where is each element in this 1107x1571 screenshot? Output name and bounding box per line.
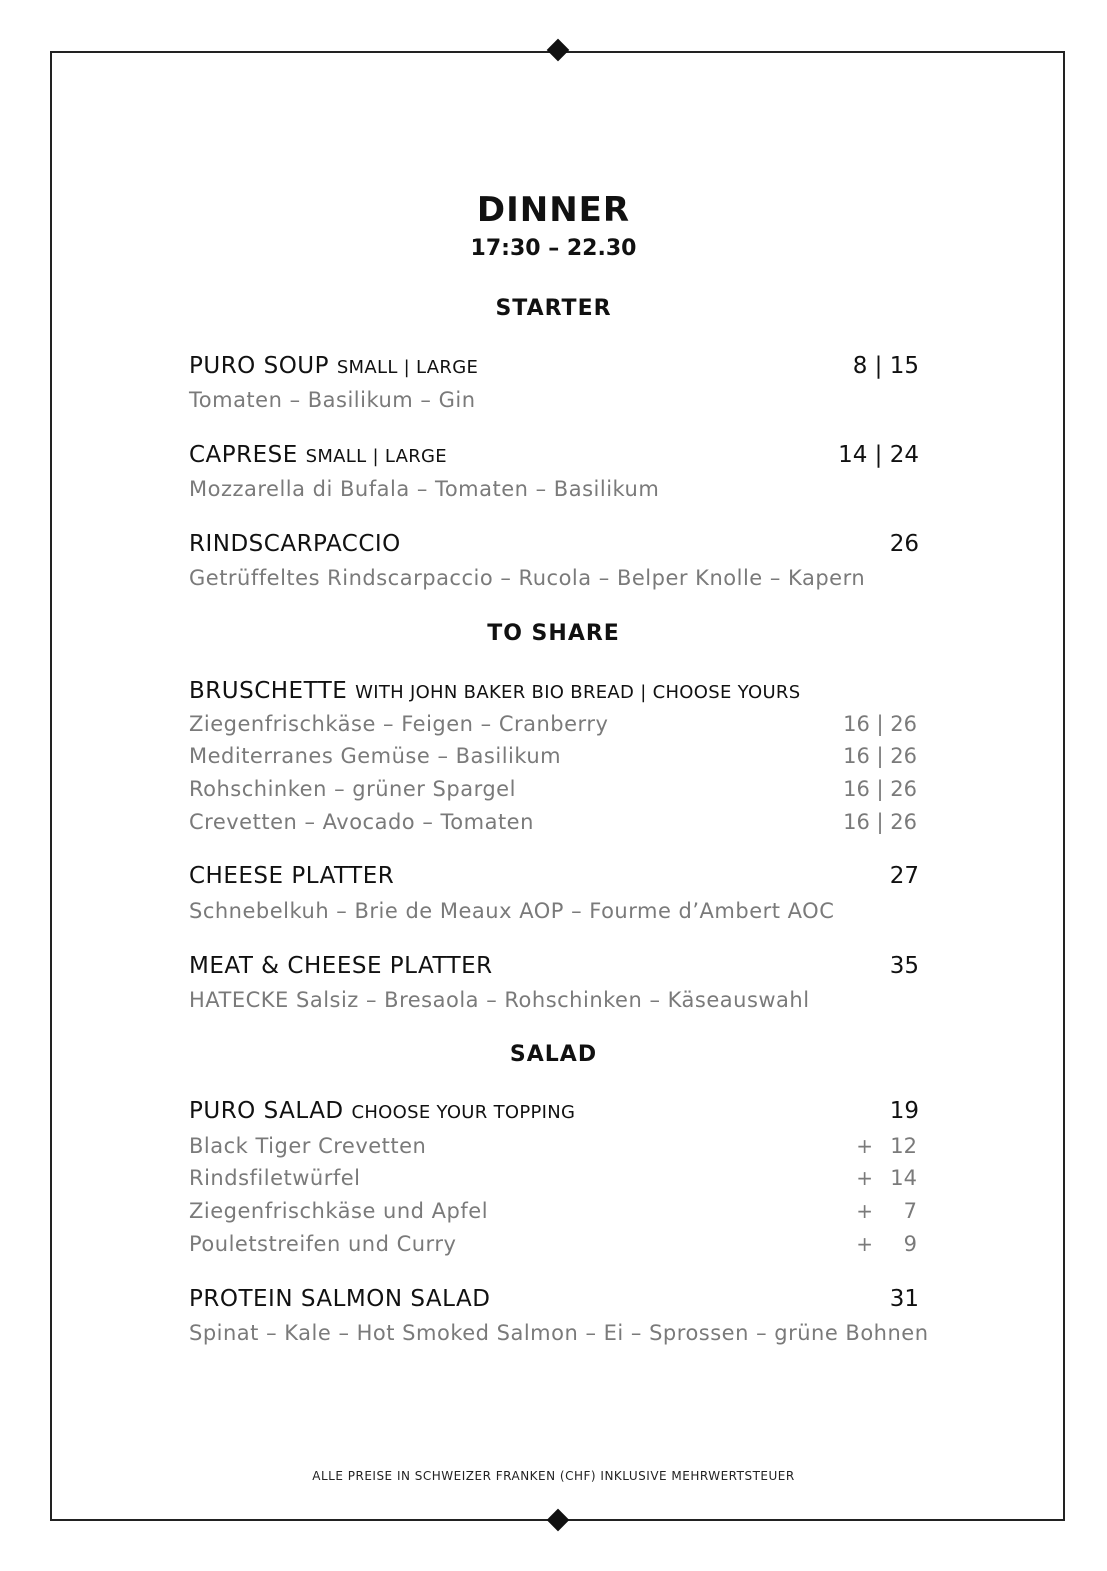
- item-description: Mozzarella di Bufala – Tomaten – Basilikum: [189, 477, 660, 501]
- topping-price: 14: [890, 1166, 917, 1190]
- price-footnote: ALLE PREISE IN SCHWEIZER FRANKEN (CHF) INKLUSIVE MEHRWERTSTEUER: [312, 1469, 795, 1483]
- menu-item-puro-salad: [189, 1098, 919, 1128]
- menu-item-protein-salmon-salad: [189, 1286, 919, 1316]
- item-description: Getrüffeltes Rindscarpaccio – Rucola – Belper Knolle – Kapern: [189, 566, 866, 590]
- item-price: 27: [889, 863, 919, 889]
- item-description: Tomaten – Basilikum – Gin: [189, 388, 476, 412]
- item-price: 35: [889, 953, 919, 979]
- topping-name: Rindsfiletwürfel: [189, 1166, 361, 1190]
- topping-name: Ziegenfrischkäse und Apfel: [189, 1199, 489, 1223]
- menu-item-caprese: [189, 442, 919, 472]
- item-name: PROTEIN SALMON SALAD: [189, 1286, 491, 1312]
- option-name: Ziegenfrischkäse – Feigen – Cranberry: [189, 712, 609, 736]
- item-name: MEAT & CHEESE PLATTER: [189, 953, 493, 979]
- topping-name: Pouletstreifen und Curry: [189, 1232, 457, 1256]
- menu-item-meat-cheese-platter: [189, 953, 919, 983]
- plus-sign: +: [856, 1199, 873, 1223]
- topping-price: 12: [890, 1134, 917, 1158]
- item-name: CAPRESE SMALL | LARGE: [189, 442, 447, 468]
- item-price: 19: [889, 1098, 919, 1124]
- item-price: 31: [889, 1286, 919, 1312]
- item-price: 8 | 15: [852, 353, 919, 379]
- topping-row: [189, 1134, 917, 1162]
- option-price: 16 | 26: [843, 777, 917, 801]
- menu-hours: 17:30 – 22.30: [470, 236, 637, 261]
- item-name: BRUSCHETTE WITH JOHN BAKER BIO BREAD | CHOOSE YOURS: [189, 678, 801, 704]
- item-price: 14 | 24: [838, 442, 919, 468]
- plus-sign: +: [856, 1166, 873, 1190]
- item-name: PURO SALAD CHOOSE YOUR TOPPING: [189, 1098, 576, 1124]
- plus-sign: +: [856, 1134, 873, 1158]
- option-row: [189, 712, 917, 740]
- menu-item-puro-soup: [189, 353, 919, 383]
- option-price: 16 | 26: [843, 744, 917, 768]
- option-price: 16 | 26: [843, 810, 917, 834]
- topping-price: 7: [903, 1199, 917, 1223]
- topping-row: [189, 1166, 917, 1194]
- item-description: HATECKE Salsiz – Bresaola – Rohschinken – Käseauswahl: [189, 988, 810, 1012]
- option-row: [189, 810, 917, 838]
- menu-item-rindscarpaccio: [189, 531, 919, 561]
- option-name: Mediterranes Gemüse – Basilikum: [189, 744, 562, 768]
- menu-title: DINNER: [476, 190, 631, 230]
- topping-price: 9: [903, 1232, 917, 1256]
- item-name: CHEESE PLATTER: [189, 863, 395, 889]
- item-name: PURO SOUP SMALL | LARGE: [189, 353, 479, 379]
- plus-sign: +: [856, 1232, 873, 1256]
- topping-name: Black Tiger Crevetten: [189, 1134, 427, 1158]
- item-description: Schnebelkuh – Brie de Meaux AOP – Fourme d’Ambert AOC: [189, 899, 835, 923]
- item-name: RINDSCARPACCIO: [189, 531, 401, 557]
- section-heading-to-share: TO SHARE: [487, 621, 620, 646]
- item-description: Spinat – Kale – Hot Smoked Salmon – Ei – Sprossen – grüne Bohnen: [189, 1321, 929, 1345]
- section-heading-salad: SALAD: [509, 1042, 598, 1067]
- topping-row: [189, 1199, 917, 1227]
- item-price: 26: [889, 531, 919, 557]
- option-row: [189, 744, 917, 772]
- menu-item-bruschette: [189, 678, 919, 708]
- option-price: 16 | 26: [843, 712, 917, 736]
- option-row: [189, 777, 917, 805]
- option-name: Crevetten – Avocado – Tomaten: [189, 810, 534, 834]
- menu-item-cheese-platter: [189, 863, 919, 893]
- topping-row: [189, 1232, 917, 1260]
- section-heading-starter: STARTER: [495, 296, 612, 321]
- option-name: Rohschinken – grüner Spargel: [189, 777, 516, 801]
